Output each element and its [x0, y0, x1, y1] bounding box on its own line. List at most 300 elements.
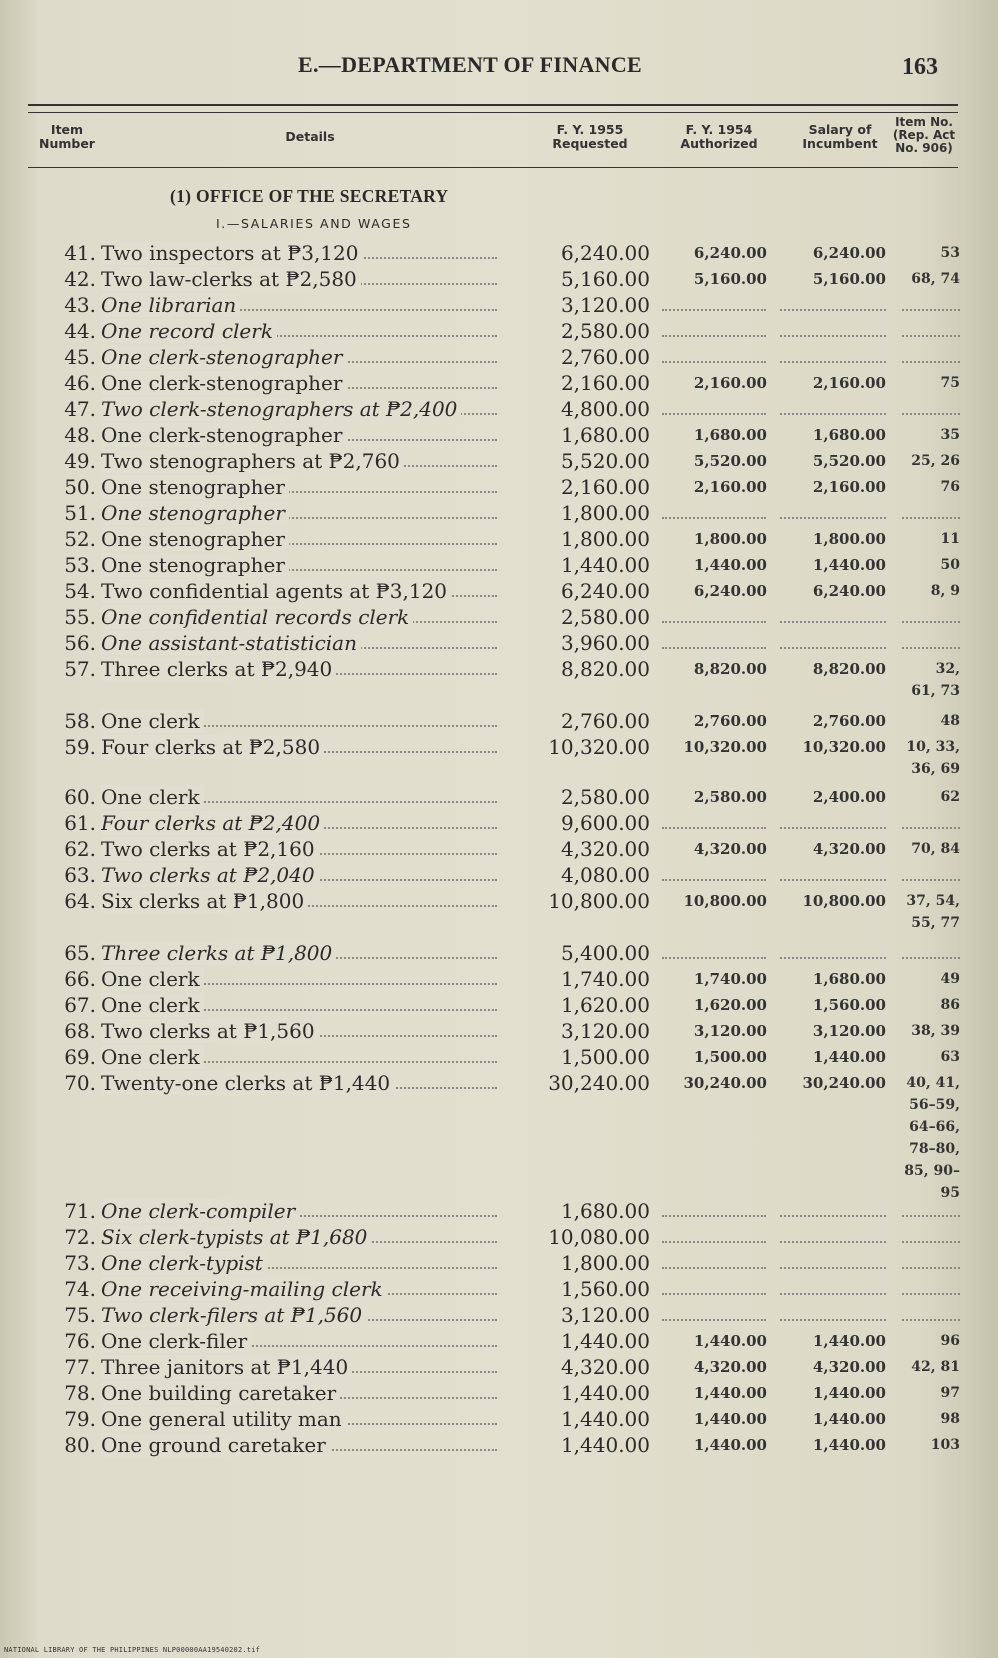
item-number: 65.	[64, 941, 96, 965]
empty-item-leader	[902, 335, 960, 337]
item-detail-cell	[101, 1018, 497, 1044]
item-detail-cell	[101, 862, 497, 888]
table-row	[0, 862, 998, 888]
empty-incumbent-leader	[780, 1293, 886, 1295]
item-detail: One building caretaker	[101, 1381, 340, 1405]
col-head-requested-line2: Requested	[552, 136, 628, 151]
incumbent-salary: 6,240.00	[812, 244, 886, 262]
empty-authorized-leader	[662, 647, 766, 649]
requested-amount: 1,680.00	[560, 423, 650, 447]
rep-act-item-number: 11	[940, 531, 960, 547]
empty-item-leader	[902, 621, 960, 623]
authorized-amount: 1,800.00	[693, 530, 767, 548]
item-number: 77.	[64, 1355, 96, 1379]
authorized-amount: 1,500.00	[693, 1048, 767, 1066]
requested-amount: 2,160.00	[560, 371, 650, 395]
item-detail: Two clerks at ₱1,560	[101, 1019, 319, 1043]
item-number: 79.	[64, 1407, 96, 1431]
incumbent-salary: 1,440.00	[812, 1384, 886, 1402]
item-detail-cell	[101, 474, 497, 500]
item-number: 67.	[64, 993, 96, 1017]
requested-amount: 4,320.00	[560, 1355, 650, 1379]
authorized-amount: 1,740.00	[693, 970, 767, 988]
item-number: 56.	[64, 631, 96, 655]
authorized-amount: 1,440.00	[693, 1410, 767, 1428]
item-detail-cell	[101, 266, 497, 292]
table-row	[0, 1044, 998, 1070]
item-number: 74.	[64, 1277, 96, 1301]
item-detail: One clerk-stenographer	[101, 345, 346, 369]
requested-amount: 3,960.00	[560, 631, 650, 655]
empty-authorized-leader	[662, 827, 766, 829]
rep-act-item-number: 53	[940, 245, 960, 261]
incumbent-salary: 4,320.00	[812, 1358, 886, 1376]
empty-item-leader	[902, 309, 960, 311]
item-detail: Three clerks at ₱2,940	[101, 657, 336, 681]
table-row	[0, 630, 998, 656]
col-head-authorized-line2: Authorized	[680, 136, 758, 151]
item-number: 46.	[64, 371, 96, 395]
item-detail: One clerk-stenographer	[101, 423, 346, 447]
authorized-amount: 1,440.00	[693, 1332, 767, 1350]
requested-amount: 1,440.00	[560, 1329, 650, 1353]
requested-amount: 1,620.00	[560, 993, 650, 1017]
item-detail: One stenographer	[101, 475, 289, 499]
empty-incumbent-leader	[780, 1319, 886, 1321]
requested-amount: 3,120.00	[560, 1019, 650, 1043]
item-number: 54.	[64, 579, 96, 603]
authorized-amount: 6,240.00	[693, 244, 767, 262]
authorized-amount: 4,320.00	[693, 1358, 767, 1376]
authorized-amount: 1,680.00	[693, 426, 767, 444]
table-row	[0, 500, 998, 526]
department-title: E.—DEPARTMENT OF FINANCE	[298, 52, 642, 77]
rep-act-item-number: 103	[930, 1437, 960, 1453]
requested-amount: 1,800.00	[560, 501, 650, 525]
rep-act-item-number: 37, 54, 55, 77	[906, 893, 960, 931]
empty-incumbent-leader	[780, 647, 886, 649]
item-detail-cell	[101, 1432, 497, 1458]
incumbent-salary: 8,820.00	[812, 660, 886, 678]
item-detail: One general utility man	[101, 1407, 346, 1431]
item-detail: One stenographer	[101, 501, 289, 525]
col-head-rep-act-line3: No. 906)	[895, 141, 953, 155]
item-number: 45.	[64, 345, 96, 369]
table-row	[0, 784, 998, 810]
table-row	[0, 422, 998, 448]
item-detail-cell	[101, 1302, 497, 1328]
item-detail: One clerk-filer	[101, 1329, 251, 1353]
empty-authorized-leader	[662, 879, 766, 881]
item-detail: One confidential records clerk	[101, 605, 413, 629]
incumbent-salary: 1,440.00	[812, 1332, 886, 1350]
requested-amount: 1,680.00	[560, 1199, 650, 1223]
requested-amount: 2,580.00	[560, 319, 650, 343]
table-row	[0, 1432, 998, 1458]
item-detail-cell	[101, 422, 497, 448]
item-number: 61.	[64, 811, 96, 835]
empty-item-leader	[902, 413, 960, 415]
item-detail: Two clerks at ₱2,160	[101, 837, 319, 861]
table-row	[0, 552, 998, 578]
empty-authorized-leader	[662, 1241, 766, 1243]
empty-incumbent-leader	[780, 1241, 886, 1243]
table-row	[0, 526, 998, 552]
item-detail-cell	[101, 784, 497, 810]
requested-amount: 5,400.00	[560, 941, 650, 965]
incumbent-salary: 1,560.00	[812, 996, 886, 1014]
item-detail-cell	[101, 656, 497, 682]
item-detail: One clerk	[101, 1045, 204, 1069]
requested-amount: 1,440.00	[560, 1381, 650, 1405]
empty-incumbent-leader	[780, 361, 886, 363]
requested-amount: 1,440.00	[560, 1407, 650, 1431]
item-detail-cell	[101, 966, 497, 992]
table-row	[0, 578, 998, 604]
rep-act-item-number: 32, 61, 73	[911, 661, 960, 699]
authorized-amount: 1,620.00	[693, 996, 767, 1014]
incumbent-salary: 4,320.00	[812, 840, 886, 858]
empty-authorized-leader	[662, 413, 766, 415]
table-row	[0, 656, 998, 699]
empty-authorized-leader	[662, 335, 766, 337]
empty-item-leader	[902, 1215, 960, 1217]
item-number: 59.	[64, 735, 96, 759]
requested-amount: 2,760.00	[560, 345, 650, 369]
empty-item-leader	[902, 647, 960, 649]
item-detail: One stenographer	[101, 553, 289, 577]
item-detail-cell	[101, 1276, 497, 1302]
item-detail: Four clerks at ₱2,400	[101, 811, 324, 835]
requested-amount: 30,240.00	[548, 1071, 650, 1095]
requested-amount: 6,240.00	[560, 241, 650, 265]
item-detail: One receiving-mailing clerk	[101, 1277, 387, 1301]
item-detail: Twenty-one clerks at ₱1,440	[101, 1071, 394, 1095]
col-head-item-number-line1: Item	[50, 122, 84, 137]
item-detail: Two clerk-stenographers at ₱2,400	[101, 397, 461, 421]
item-detail: Three janitors at ₱1,440	[101, 1355, 352, 1379]
rep-act-item-number: 48	[940, 713, 960, 729]
empty-authorized-leader	[662, 1215, 766, 1217]
authorized-amount: 30,240.00	[683, 1074, 767, 1092]
col-head-rep-act-line1: Item No.	[895, 115, 953, 129]
table-row	[0, 344, 998, 370]
table-row	[0, 1070, 998, 1201]
item-number: 64.	[64, 889, 96, 913]
incumbent-salary: 5,520.00	[812, 452, 886, 470]
item-number: 55.	[64, 605, 96, 629]
table-row	[0, 1250, 998, 1276]
table-row	[0, 1406, 998, 1432]
rep-act-item-number: 49	[940, 971, 960, 987]
incumbent-salary: 2,160.00	[812, 478, 886, 496]
empty-item-leader	[902, 361, 960, 363]
item-detail-cell	[101, 370, 497, 396]
item-detail: Three clerks at ₱1,800	[101, 941, 336, 965]
item-detail: One clerk-typist	[101, 1251, 267, 1275]
item-detail-cell	[101, 708, 497, 734]
requested-amount: 2,580.00	[560, 605, 650, 629]
item-detail-cell	[101, 1224, 497, 1250]
table-row	[0, 1198, 998, 1224]
item-detail-cell	[101, 292, 497, 318]
requested-amount: 1,560.00	[560, 1277, 650, 1301]
rep-act-item-number: 86	[940, 997, 960, 1013]
item-number: 48.	[64, 423, 96, 447]
table-row	[0, 1302, 998, 1328]
empty-incumbent-leader	[780, 1215, 886, 1217]
item-number: 51.	[64, 501, 96, 525]
table-row	[0, 318, 998, 344]
empty-item-leader	[902, 957, 960, 959]
empty-authorized-leader	[662, 517, 766, 519]
authorized-amount: 4,320.00	[693, 840, 767, 858]
requested-amount: 2,580.00	[560, 785, 650, 809]
table-row	[0, 1224, 998, 1250]
incumbent-salary: 1,440.00	[812, 1048, 886, 1066]
table-row	[0, 810, 998, 836]
table-row	[0, 1018, 998, 1044]
requested-amount: 10,320.00	[548, 735, 650, 759]
item-detail-cell	[101, 992, 497, 1018]
requested-amount: 2,760.00	[560, 709, 650, 733]
item-number: 78.	[64, 1381, 96, 1405]
incumbent-salary: 1,440.00	[812, 556, 886, 574]
requested-amount: 1,800.00	[560, 1251, 650, 1275]
item-detail-cell	[101, 448, 497, 474]
item-number: 76.	[64, 1329, 96, 1353]
table-row	[0, 940, 998, 966]
item-detail: Six clerks at ₱1,800	[101, 889, 308, 913]
incumbent-salary: 30,240.00	[802, 1074, 886, 1092]
empty-incumbent-leader	[780, 517, 886, 519]
item-number: 44.	[64, 319, 96, 343]
table-row	[0, 888, 998, 931]
item-number: 75.	[64, 1303, 96, 1327]
requested-amount: 2,160.00	[560, 475, 650, 499]
rep-act-item-number: 70, 84	[911, 841, 960, 857]
item-number: 72.	[64, 1225, 96, 1249]
requested-amount: 4,800.00	[560, 397, 650, 421]
empty-item-leader	[902, 517, 960, 519]
item-detail-cell	[101, 734, 497, 760]
empty-authorized-leader	[662, 957, 766, 959]
item-detail-cell	[101, 1406, 497, 1432]
item-detail: One clerk	[101, 967, 204, 991]
item-detail: One record clerk	[101, 319, 277, 343]
table-row	[0, 370, 998, 396]
incumbent-salary: 2,400.00	[812, 788, 886, 806]
rep-act-item-number: 25, 26	[911, 453, 960, 469]
item-detail: Two inspectors at ₱3,120	[101, 241, 362, 265]
authorized-amount: 1,440.00	[693, 556, 767, 574]
col-head-item-number-line2: Number	[39, 136, 95, 151]
requested-amount: 6,240.00	[560, 579, 650, 603]
item-detail: One clerk-compiler	[101, 1199, 299, 1223]
item-detail: Two clerk-filers at ₱1,560	[101, 1303, 366, 1327]
table-row	[0, 1380, 998, 1406]
requested-amount: 3,120.00	[560, 1303, 650, 1327]
item-number: 73.	[64, 1251, 96, 1275]
section-title: (1) OFFICE OF THE SECRETARY	[170, 186, 449, 206]
rep-act-item-number: 98	[940, 1411, 960, 1427]
requested-amount: 4,080.00	[560, 863, 650, 887]
requested-amount: 9,600.00	[560, 811, 650, 835]
item-detail: Two confidential agents at ₱3,120	[101, 579, 451, 603]
rep-act-item-number: 35	[940, 427, 960, 443]
table-row	[0, 240, 998, 266]
col-head-incumbent-line1: Salary of	[808, 122, 872, 137]
item-detail: Two stenographers at ₱2,760	[101, 449, 404, 473]
rep-act-item-number: 97	[940, 1385, 960, 1401]
rep-act-item-number: 42, 81	[911, 1359, 960, 1375]
empty-incumbent-leader	[780, 957, 886, 959]
requested-amount: 1,440.00	[560, 553, 650, 577]
item-detail: Four clerks at ₱2,580	[101, 735, 324, 759]
empty-item-leader	[902, 1293, 960, 1295]
authorized-amount: 5,520.00	[693, 452, 767, 470]
incumbent-salary: 5,160.00	[812, 270, 886, 288]
item-detail-cell	[101, 630, 497, 656]
item-detail: One stenographer	[101, 527, 289, 551]
empty-authorized-leader	[662, 361, 766, 363]
empty-incumbent-leader	[780, 1267, 886, 1269]
item-detail-cell	[101, 344, 497, 370]
item-detail: One assistant-statistician	[101, 631, 361, 655]
rep-act-item-number: 38, 39	[911, 1023, 960, 1039]
table-row	[0, 734, 998, 777]
section-subtitle: I.—SALARIES AND WAGES	[216, 216, 412, 231]
incumbent-salary: 10,800.00	[802, 892, 886, 910]
item-detail-cell	[101, 1354, 497, 1380]
requested-amount: 1,740.00	[560, 967, 650, 991]
item-number: 42.	[64, 267, 96, 291]
empty-incumbent-leader	[780, 827, 886, 829]
col-head-rep-act-line2: (Rep. Act	[892, 128, 956, 142]
item-number: 66.	[64, 967, 96, 991]
incumbent-salary: 1,800.00	[812, 530, 886, 548]
requested-amount: 5,160.00	[560, 267, 650, 291]
item-detail-cell	[101, 396, 497, 422]
authorized-amount: 2,580.00	[693, 788, 767, 806]
incumbent-salary: 10,320.00	[802, 738, 886, 756]
table-row	[0, 966, 998, 992]
item-detail-cell	[101, 1250, 497, 1276]
item-detail-cell	[101, 1380, 497, 1406]
col-head-requested-line1: F. Y. 1955	[556, 122, 624, 137]
item-number: 52.	[64, 527, 96, 551]
requested-amount: 8,820.00	[560, 657, 650, 681]
authorized-amount: 10,320.00	[683, 738, 767, 756]
authorized-amount: 2,760.00	[693, 712, 767, 730]
requested-amount: 4,320.00	[560, 837, 650, 861]
item-detail-cell	[101, 810, 497, 836]
rep-act-item-number: 75	[940, 375, 960, 391]
empty-incumbent-leader	[780, 335, 886, 337]
item-number: 70.	[64, 1071, 96, 1095]
item-number: 50.	[64, 475, 96, 499]
requested-amount: 3,120.00	[560, 293, 650, 317]
item-detail: Two law-clerks at ₱2,580	[101, 267, 361, 291]
item-detail: Six clerk-typists at ₱1,680	[101, 1225, 371, 1249]
requested-amount: 1,500.00	[560, 1045, 650, 1069]
rep-act-item-number: 62	[940, 789, 960, 805]
item-detail-cell	[101, 604, 497, 630]
item-detail-cell	[101, 500, 497, 526]
rep-act-item-number: 96	[940, 1333, 960, 1349]
table-row	[0, 708, 998, 734]
table-row	[0, 292, 998, 318]
item-detail: Two clerks at ₱2,040	[101, 863, 319, 887]
item-number: 71.	[64, 1199, 96, 1223]
item-number: 53.	[64, 553, 96, 577]
item-detail-cell	[101, 836, 497, 862]
incumbent-salary: 1,440.00	[812, 1410, 886, 1428]
incumbent-salary: 3,120.00	[812, 1022, 886, 1040]
table-row	[0, 1354, 998, 1380]
item-detail-cell	[101, 888, 497, 914]
authorized-amount: 3,120.00	[693, 1022, 767, 1040]
item-number: 60.	[64, 785, 96, 809]
empty-authorized-leader	[662, 309, 766, 311]
requested-amount: 10,080.00	[548, 1225, 650, 1249]
empty-item-leader	[902, 1319, 960, 1321]
empty-authorized-leader	[662, 1293, 766, 1295]
incumbent-salary: 1,440.00	[812, 1436, 886, 1454]
item-number: 68.	[64, 1019, 96, 1043]
empty-incumbent-leader	[780, 413, 886, 415]
item-detail-cell	[101, 940, 497, 966]
col-head-details: Details	[285, 129, 335, 144]
item-detail: One clerk-stenographer	[101, 371, 346, 395]
rep-act-item-number: 76	[940, 479, 960, 495]
rep-act-item-number: 68, 74	[911, 271, 960, 287]
authorized-amount: 2,160.00	[693, 374, 767, 392]
table-row	[0, 1276, 998, 1302]
item-detail-cell	[101, 578, 497, 604]
empty-authorized-leader	[662, 1267, 766, 1269]
page-number: 163	[902, 54, 938, 80]
rep-act-item-number: 63	[940, 1049, 960, 1065]
incumbent-salary: 2,160.00	[812, 374, 886, 392]
item-number: 69.	[64, 1045, 96, 1069]
incumbent-salary: 6,240.00	[812, 582, 886, 600]
rep-act-item-number: 10, 33, 36, 69	[906, 739, 960, 777]
rep-act-item-number: 8, 9	[930, 583, 960, 599]
authorized-amount: 8,820.00	[693, 660, 767, 678]
item-detail-cell	[101, 552, 497, 578]
item-number: 47.	[64, 397, 96, 421]
empty-authorized-leader	[662, 1319, 766, 1321]
col-head-incumbent-line2: Incumbent	[802, 136, 878, 151]
item-number: 41.	[64, 241, 96, 265]
empty-authorized-leader	[662, 621, 766, 623]
item-detail-cell	[101, 240, 497, 266]
item-detail-cell	[101, 1070, 497, 1096]
table-row	[0, 992, 998, 1018]
table-row	[0, 836, 998, 862]
rep-act-item-number: 50	[940, 557, 960, 573]
requested-amount: 10,800.00	[548, 889, 650, 913]
empty-incumbent-leader	[780, 621, 886, 623]
rep-act-item-number: 40, 41, 56–59, 64–66, 78–80, 85, 90– 95	[904, 1075, 960, 1201]
item-number: 57.	[64, 657, 96, 681]
archive-footer: NATIONAL LIBRARY OF THE PHILIPPINES NLP00000AA19540202.tif	[4, 1646, 261, 1654]
incumbent-salary: 1,680.00	[812, 970, 886, 988]
item-detail: One clerk	[101, 993, 204, 1017]
item-detail: One librarian	[101, 293, 240, 317]
authorized-amount: 10,800.00	[683, 892, 767, 910]
